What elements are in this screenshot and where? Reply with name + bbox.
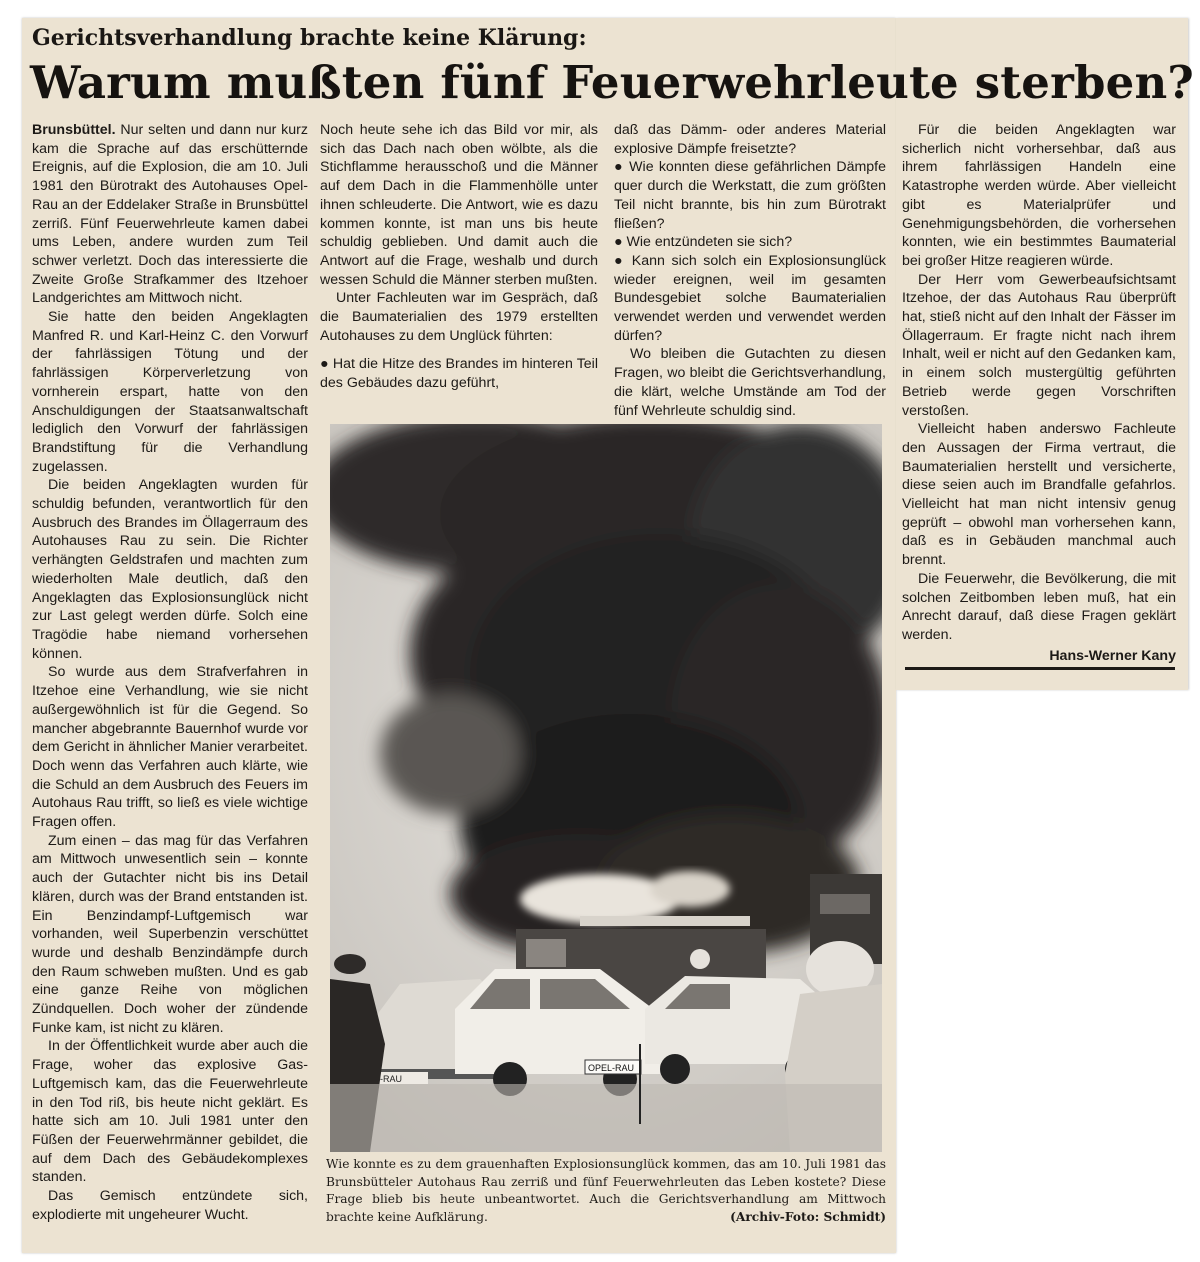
article-column-2 [320,121,598,393]
paragraph: Der Herr vom Gewerbeaufsichtsamt Itzehoe, der das Autohaus Rau überprüft hat, stieß nicht auf den Inhalt der Fässer im Öllagerraum. Er fragte nicht nach ihrem Inhalt, weil er nicht auf den Gedanken kam, in einem solch mustergültig geführten Betrieb werde gegen Vorschriften verstoßen. [902,271,1176,419]
caption-text: Wie konnte es zu dem grauenhaften Explosionsunglück kommen, das am 10. Juli 1981 das Brunsbütteler Autohaus Rau zerriß und fünf Feuerwehrleuten das Leben kostete? Diese Frage blieb bis heute unbeantwortet. Auch die Gerichtsverhandlung am Mittwoch brachte keine Aufklärung. [326,1157,886,1224]
paragraph: Sie hatte den beiden Angeklagten Manfred R. und Karl-Heinz C. den Vorwurf der fahrlässigen Tötung und der fahrlässigen Körperverletzung von vornherein erspart, hatte von den Anschuldigungen der Staatsanwaltschaft lediglich den Vorwurf der fahrlässigen Brandstiftung für die Verhandlung zugelassen. [32,309,308,475]
bullet-question: ● Kann sich solch ein Explosionsunglück wieder ereignen, weil im gesamten Bundesgebiet solche Baumaterialien verwendet werden und verwendet werden dürfen? [614,252,886,344]
paragraph: So wurde aus dem Strafverfahren in Itzehoe eine Verhandlung, wie sie nicht außergewöhnlich ist für die Gegend. So mancher abgebrannte Bauernhof wurde vor dem Gericht in ähnlicher Manier verarbeitet. Doch wenn das Verfahren auch klärte, wie die Schuld an dem Ausbruch des Feuers im Autohaus Rau trifft, so ließ es viele wichtige Fragen offen. [32,664,308,831]
license-plate-center: OPEL-RAU [588,1063,635,1073]
bullet-question: ● Wie konnten diese gefährlichen Dämpfe quer durch die Werkstatt, die zum größten Teil nicht brannte, bis hin zum Bürotrakt fließen? [614,159,886,232]
paragraph [32,121,308,308]
photo-credit: (Archiv-Foto: Schmidt) [730,1209,886,1224]
article-headline: Warum mußten fünf Feuerwehrleute sterben? [30,56,1194,109]
bullet-question: ● Hat die Hitze des Brandes im hinteren Teil des Gebäudes dazu geführt, [320,356,598,392]
paragraph: daß das Dämm- oder anderes Material explosive Dämpfe freisetzte? [614,122,886,157]
paragraph: Die beiden Angeklagten wurden für schuldig befunden, verantwortlich für den Ausbruch des Brandes im Öllagerraum des Autohauses Rau zu sein. Die Richter verhängten Geldstrafen und machten zum wiederholten Male deutlich, daß den Angeklagten das Explosionsunglück nicht zur Last gelegt werden dürfe. Solch eine Tragödie habe niemand vorhersehen können. [32,477,308,662]
archive-photo-fire [330,424,882,1152]
paragraph: Wo bleiben die Gutachten zu diesen Fragen, wo bleibt die Gerichtsverhandlung, die klärt, welche Umstände am Tod der fünf Wehrleute schuldig sind. [614,346,886,419]
license-plate-left: -RAU [380,1074,402,1084]
paragraph: Unter Fachleuten war im Gespräch, daß die Baumaterialien des 1979 erstellten Autohauses zu dem Unglück führten: [320,290,598,344]
article-column-3 [614,121,886,420]
paragraph: Noch heute sehe ich das Bild vor mir, als sich das Dach nach oben wölbte, als die Stichflamme herausschoß und die Männer auf dem Dach in die Flammenhölle unter ihnen schleuderte. Die Antwort, wie es dazu kommen konnte, ist man uns bis heute schuldig geblieben. Und damit auch die Antwort auf die Frage, weshalb und durch wessen Schuld die Männer sterben mußten. [320,122,598,288]
bullet-question: ● Wie entzündeten sie sich? [614,234,793,251]
paragraph-text: Nur selten und dann nur kurz kam die Sprache auf das erschütternde Ereignis, auf die Explosion, die am 10. Juli 1981 den Bürotrakt des Autohauses Opel-Rau an der Eddelaker Straße in Brunsbüttel zerriß. Fünf Feuerwehrleute kamen dabei ums Leben, andere wurden zum Teil schwer verletzt. Doch das interessierte die Zweite Große Strafkammer des Itzehoer Landgerichtes am Mittwoch nicht. [32,122,308,307]
fire-scene-illustration [330,424,882,1152]
paragraph: Zum einen – das mag für das Verfahren am Mittwoch unwesentlich sein – konnte auch der Gutachter nicht bis ins Detail klären, durch was der Brand entstanden ist. Ein Benzindampf-Luftgemisch war vorhanden, weil Superbenzin verschüttet wurde und deshalb Benzindämpfe durch den Raum schweben mußten. Und es gab eine ganze Reihe von möglichen Zündquellen. Doch woher der zündende Funke kam, ist nicht zu klären. [32,832,308,1036]
photo-caption [326,1156,886,1226]
author-byline: Hans-Werner Kany [1049,647,1176,664]
article-column-1 [32,121,308,1224]
dateline: Brunsbüttel. [32,122,116,138]
article-kicker: Gerichtsverhandlung brachte keine Klärung: [32,25,587,51]
article-column-4 [902,121,1176,665]
paragraph: Die Feuerwehr, die Bevölkerung, die mit solchen Zeitbomben leben muß, hat ein Anrecht darauf, daß diese Fragen geklärt werden. [902,570,1176,643]
paragraph: Das Gemisch entzündete sich, explodierte mit ungeheurer Wucht. [32,1188,308,1223]
paragraph: Vielleicht haben anderswo Fachleute den Aussagen der Firma vertraut, die Baumaterialien herstellt und versicherte, diese seien auch im Brandfalle gefahrlos. Vielleicht hat man nicht intensiv genug geprüft – obwohl man vorhersehen kann, daß es in Gebäuden manchmal auch brennt. [902,421,1176,569]
end-rule [905,667,1175,670]
paragraph: Für die beiden Angeklagten war sicherlich nicht vorhersehbar, daß aus ihrem fahrlässigen Handeln eine Katastrophe werden würde. Aber vielleicht gibt es Materialprüfer und Genehmigungsbehörden, die vorhersehen konnten, wie ein bestimmtes Baumaterial bei großer Hitze reagieren würde. [902,122,1176,269]
paragraph: In der Öffentlichkeit wurde aber auch die Frage, woher das explosive Gas-Luftgemisch kam, das die Feuerwehrleute in den Tod riß, bis heute nicht geklärt. Es hatte sich am 10. Juli 1981 unter den Füßen der Feuerwehrmänner gebildet, die auf dem Dach des Gebäudekomplexes standen. [32,1038,308,1186]
ground [330,1084,882,1152]
